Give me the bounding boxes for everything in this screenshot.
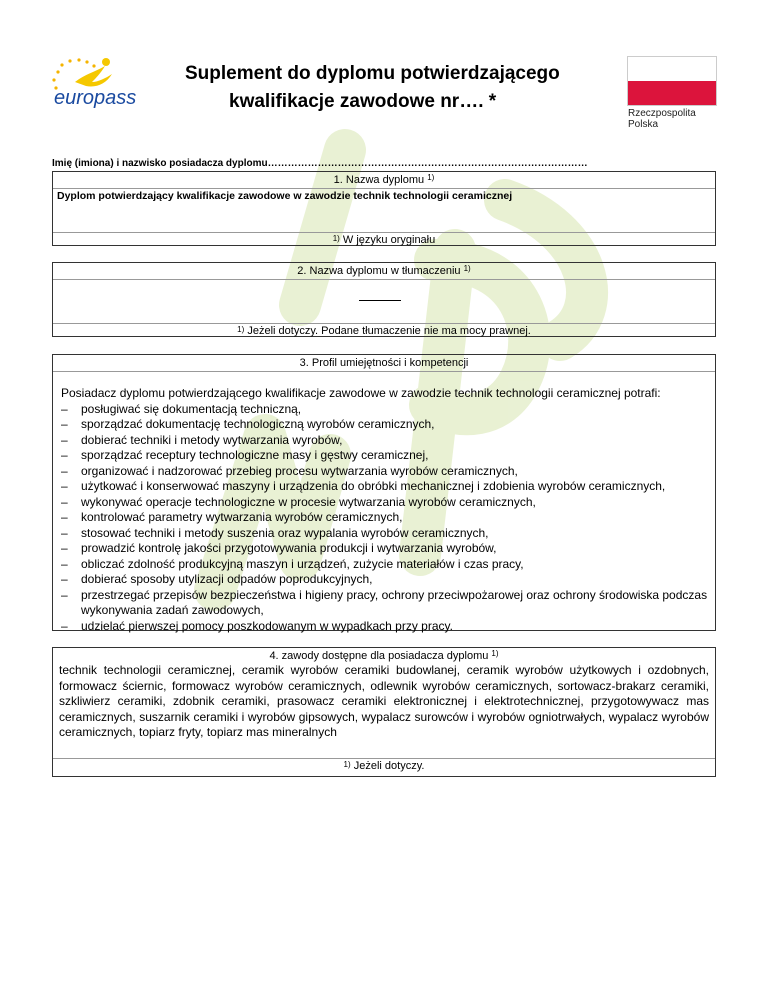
section-1-diploma-name	[52, 171, 716, 246]
list-item: – dobierać sposoby utylizacji odpadów poprodukcyjnych,	[61, 572, 709, 588]
country-line-2: Polska	[628, 119, 659, 130]
section-1-foot-sup: 1)	[332, 234, 340, 243]
holder-name-label: Imię (imiona) i nazwisko posiadacza dyplomu……………………………………………………………………………………	[52, 158, 588, 169]
section-1-content: Dyplom potwierdzający kwalifikacje zawodowe w zawodzie technik technologii ceramicznej	[57, 190, 513, 202]
section-4-footnote	[53, 758, 715, 774]
list-item: – udzielać pierwszej pomocy poszkodowanym w wypadkach przy pracy.	[61, 619, 709, 635]
list-item: – wykonywać operacje technologiczne w procesie wytwarzania wyrobów ceramicznych,	[61, 495, 709, 511]
section-2-content	[53, 280, 715, 323]
document-title	[185, 60, 605, 116]
skills-list	[61, 402, 709, 635]
section-1-title: 1. Nazwa dyplomu	[333, 174, 425, 186]
list-item: – stosować techniki i metody suszenia oraz wypalania wyrobów ceramicznych,	[61, 526, 709, 542]
list-item: – posługiwać się dokumentacją techniczną,	[61, 402, 709, 418]
section-4-foot-text: Jeżeli dotyczy.	[353, 760, 425, 772]
section-1-title-sup: 1)	[427, 173, 435, 182]
section-4-title-sup: 1)	[491, 649, 499, 658]
section-4-header	[53, 648, 715, 663]
list-item: – sporządzać receptury technologiczne masy i gęstwy ceramicznej,	[61, 448, 709, 464]
list-item: – prowadzić kontrolę jakości przygotowywania produkcji i wytwarzania wyrobów,	[61, 541, 709, 557]
section-2-header	[53, 263, 715, 280]
section-1-footnote	[53, 232, 715, 248]
country-caption	[628, 108, 696, 130]
section-4-content: technik technologii ceramicznej, ceramik wyrobów ceramiki budowlanej, ceramik wyrobów użytkowych i ozdobnych, formowacz ściernic, formowacz wyrobów ceramicznych, odlewnik wyrobów ceramicznych, sortowacz-brakarz ceramiki, szkliwierz ceramiki, zdobnik ceramiki, prasowacz ceramiki elektronicznej i elektrotechnicznej, przygotowywacz mas ceramicznych, suszarnik ceramiki i wyrobów gipsowych, wypalacz surowców i wyrobów ogniotrwałych, wypalacz wyrobów ceramicznych, topiarz fryty, topiarz mas mineralnych	[59, 663, 709, 739]
section-2-footnote	[53, 323, 715, 339]
section-2-diploma-translation	[52, 262, 716, 337]
list-item: – sporządzać dokumentację technologiczną wyrobów ceramicznych,	[61, 417, 709, 433]
section-2-foot-sup: 1)	[237, 325, 245, 334]
section-2-placeholder-line	[359, 300, 401, 301]
list-item: – użytkować i konserwować maszyny i urządzenia do obróbki mechanicznej i zdobienia wyrobów ceramicznych,	[61, 479, 709, 495]
section-2-title: 2. Nazwa dyplomu w tłumaczeniu	[297, 265, 461, 277]
section-3-header: 3. Profil umiejętności i kompetencji	[53, 355, 715, 372]
polish-flag	[627, 56, 717, 106]
section-4-available-occupations	[52, 647, 716, 777]
section-4-title: 4. zawody dostępne dla posiadacza dyplomu	[269, 650, 489, 662]
title-line-2: kwalifikacje zawodowe nr…. *	[229, 91, 497, 112]
list-item: – przestrzegać przepisów bezpieczeństwa i higieny pracy, ochrony przeciwpożarowej oraz ochrony środowiska podczas wykonywania zadań zawodowych,	[61, 588, 709, 619]
section-2-title-sup: 1)	[463, 264, 471, 273]
section-4-foot-sup: 1)	[343, 760, 351, 769]
country-line-1: Rzeczpospolita	[628, 108, 696, 119]
section-3-skills-profile	[52, 354, 716, 631]
section-3-content	[53, 372, 715, 634]
list-item: – obliczać zdolność produkcyjną maszyn i urządzeń, zużycie materiałów i czas pracy,	[61, 557, 709, 573]
section-3-intro: Posiadacz dyplomu potwierdzającego kwalifikacje zawodowe w zawodzie technik technologii ceramicznej potrafi:	[61, 386, 661, 400]
list-item: – kontrolować parametry wytwarzania wyrobów ceramicznych,	[61, 510, 709, 526]
section-1-header	[53, 172, 715, 189]
europass-logo-text: europass	[54, 87, 137, 109]
section-1-foot-text: W języku oryginału	[342, 234, 436, 246]
europass-logo	[40, 52, 160, 112]
section-2-foot-text: Jeżeli dotyczy. Podane tłumaczenie nie ma mocy prawnej.	[247, 325, 531, 337]
list-item: – dobierać techniki i metody wytwarzania wyrobów,	[61, 433, 709, 449]
title-line-1: Suplement do dyplomu potwierdzającego	[185, 63, 560, 84]
list-item: – organizować i nadzorować przebieg procesu wytwarzania wyrobów ceramicznych,	[61, 464, 709, 480]
